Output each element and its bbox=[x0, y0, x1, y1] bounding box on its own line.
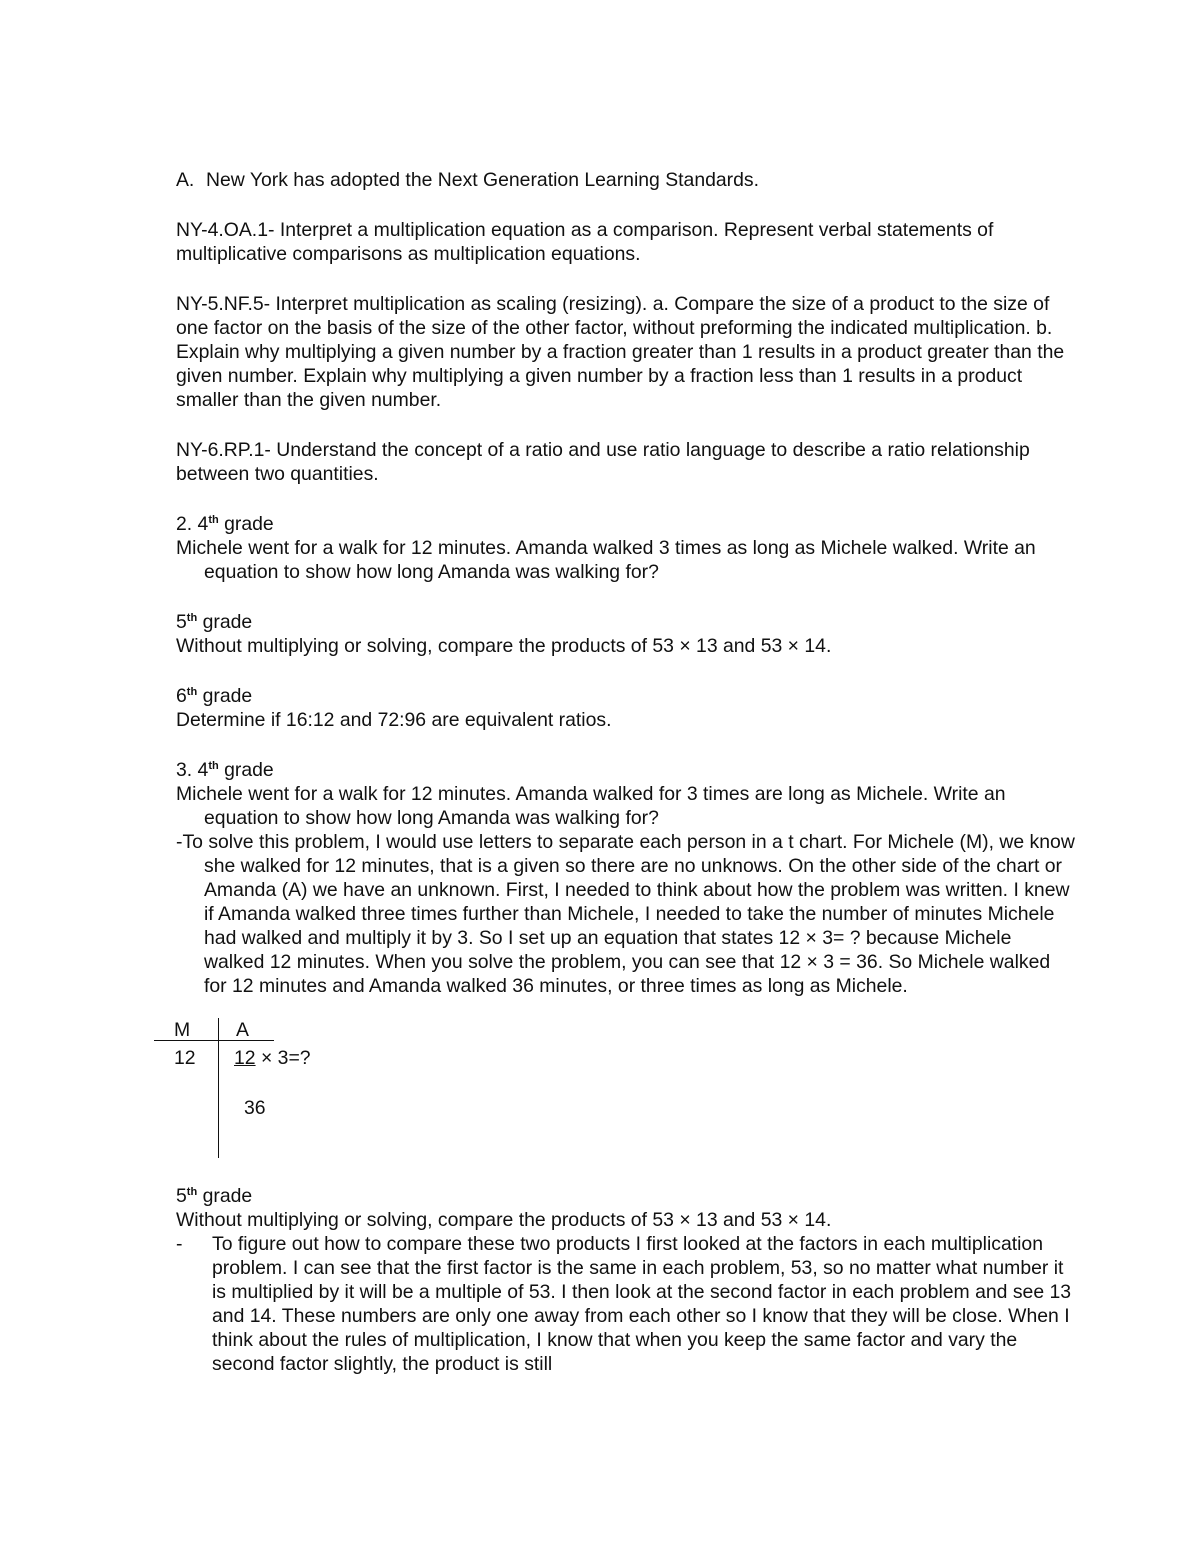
heading-text: grade bbox=[218, 513, 274, 535]
section-a-text: New York has adopted the Next Generation Learning Standards. bbox=[206, 169, 760, 191]
q2-grade5-problem: Without multiplying or solving, compare the products of 53 × 13 and 53 × 14. bbox=[176, 635, 832, 657]
ordinal-suffix: th bbox=[186, 612, 198, 624]
list-dash: - bbox=[176, 1233, 183, 1255]
heading-text: 5 bbox=[176, 1185, 187, 1207]
q3-grade4-problem: Michele went for a walk for 12 minutes. Amanda walked for 3 times are long as Michele. Write an equation to show how long Amanda was walking for? bbox=[176, 783, 1006, 829]
t-chart bbox=[154, 1018, 454, 1168]
q3-grade5-problem: Without multiplying or solving, compare the products of 53 × 13 and 53 × 14. bbox=[176, 1209, 832, 1231]
heading-text: 5 bbox=[176, 611, 187, 633]
t-chart-header-a: A bbox=[236, 1019, 249, 1041]
q2-grade4-heading bbox=[176, 512, 1076, 536]
q3-grade4-heading bbox=[176, 758, 1076, 782]
t-chart-a-equation bbox=[234, 1046, 311, 1070]
q2-grade6-problem: Determine if 16:12 and 72:96 are equivalent ratios. bbox=[176, 709, 612, 731]
ordinal-suffix: th bbox=[208, 514, 219, 526]
t-chart-horizontal-line bbox=[154, 1040, 274, 1041]
heading-text: 6 bbox=[176, 685, 187, 707]
t-chart-header-m: M bbox=[174, 1019, 191, 1041]
t-chart-m-value: 12 bbox=[174, 1047, 196, 1069]
section-a-marker: A. bbox=[176, 169, 195, 191]
heading-text: grade bbox=[197, 1185, 253, 1207]
section-a-intro bbox=[176, 168, 1076, 192]
q2-grade4-problem: Michele went for a walk for 12 minutes. Amanda walked 3 times as long as Michele walked. Write an equation to show how long Amanda was walking for? bbox=[176, 537, 1036, 583]
q3-grade5-answer-item bbox=[176, 1232, 1076, 1376]
t-chart-a-result: 36 bbox=[244, 1097, 266, 1119]
heading-text: 2. 4 bbox=[176, 513, 209, 535]
heading-text: grade bbox=[197, 611, 253, 633]
document-page bbox=[176, 168, 1076, 1376]
t-chart-vertical-line bbox=[218, 1018, 219, 1158]
heading-text: 3. 4 bbox=[176, 759, 209, 781]
ordinal-suffix: th bbox=[186, 1186, 198, 1198]
heading-text: grade bbox=[197, 685, 253, 707]
ordinal-suffix: th bbox=[186, 686, 198, 698]
q2-grade6-heading bbox=[176, 684, 1076, 708]
standard-4-oa-1: NY-4.OA.1- Interpret a multiplication equation as a comparison. Represent verbal statements of multiplicative comparisons as multiplication equations. bbox=[176, 219, 994, 265]
ordinal-suffix: th bbox=[208, 760, 219, 772]
standard-5-nf-5: NY-5.NF.5- Interpret multiplication as scaling (resizing). a. Compare the size of a product to the size of one factor on the basis of the size of the other factor, without preforming the indicated multiplication. b. Explain why multiplying a given number by a fraction greater than 1 results in a product greater than the given number. Explain why multiplying a given number by a fraction less than 1 results in a product smaller than the given number. bbox=[176, 293, 1065, 411]
t-chart-a-rest: × 3=? bbox=[255, 1047, 311, 1069]
q3-grade4-answer: -To solve this problem, I would use letters to separate each person in a t chart. For Michele (M), we know she walked for 12 minutes, that is a given so there are no unknows. On the other side of the chart or Amanda (A) we have an unknown. First, I needed to think about how the problem was written. I knew if Amanda walked three times further than Michele, I needed to take the number of minutes Michele had walked and multiply it by 3. So I set up an equation that states 12 × 3= ? because Michele walked 12 minutes. When you solve the problem, you can see that 12 × 3 = 36. So Michele walked for 12 minutes and Amanda walked 36 minutes, or three times as long as Michele. bbox=[176, 831, 1075, 997]
q3-grade5-heading bbox=[176, 1184, 1076, 1208]
q3-grade5-answer: To figure out how to compare these two products I first looked at the factors in each multiplication problem. I can see that the first factor is the same in each problem, 53, so no matter what number it is multiplied by it will be a multiple of 53. I then look at the second factor in each problem and see 13 and 14. These numbers are only one away from each other so I know that they will be close. When I think about the rules of multiplication, I know that when you keep the same factor and vary the second factor slightly, the product is still bbox=[212, 1233, 1072, 1375]
t-chart-a-factor: 12 bbox=[234, 1047, 256, 1069]
standard-6-rp-1: NY-6.RP.1- Understand the concept of a ratio and use ratio language to describe a ratio relationship between two quantities. bbox=[176, 439, 1030, 485]
heading-text: grade bbox=[218, 759, 274, 781]
q2-grade5-heading bbox=[176, 610, 1076, 634]
